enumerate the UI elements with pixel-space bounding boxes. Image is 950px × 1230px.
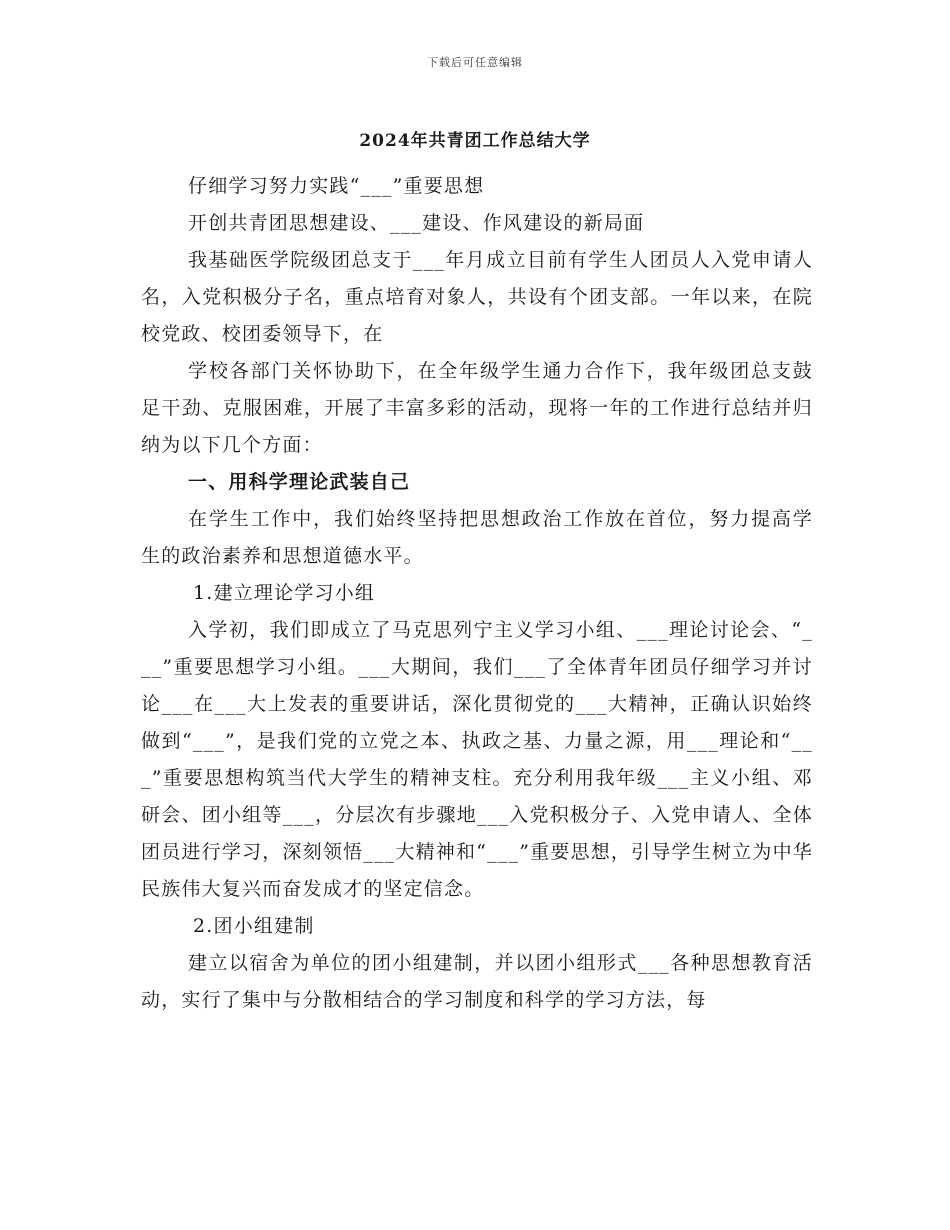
paragraph-3: 我基础医学院级团总支于___年月成立目前有学生人团员人入党申请人名，入党积极分子名，重点培育对象人，共设有个团支部。一年以来，在院校党政、校团委领导下，在 <box>141 249 813 345</box>
page-header: 下载后可任意编辑 <box>427 56 523 69</box>
paragraph-4: 学校各部门关怀协助下，在全年级学生通力合作下，我年级团总支鼓足干劲、克服困难，开展了丰富多彩的活动，现将一年的工作进行总结并归纳为以下几个方面： <box>141 360 813 456</box>
document-body <box>141 168 813 1019</box>
subsection-heading-2: 2.团小组建制 <box>193 915 315 937</box>
paragraph-5: 在学生工作中，我们始终坚持把思想政治工作放在首位，努力提高学生的政治素养和思想道德水平。 <box>141 508 813 567</box>
section-heading-1: 一、用科学理论武装自己 <box>188 471 411 493</box>
subsection-heading-1: 1.建立理论学习小组 <box>193 582 376 604</box>
paragraph-2: 开创共青团思想建设、___建设、作风建设的新局面 <box>188 212 645 234</box>
paragraph-7: 建立以宿舍为单位的团小组建制，并以团小组形式___各种思想教育活动，实行了集中与分散相结合的学习制度和科学的学习方法，每 <box>141 952 813 1011</box>
document-title: 2024年共青团工作总结大学 <box>359 131 591 151</box>
paragraph-1: 仔细学习努力实践“___”重要思想 <box>188 175 485 197</box>
paragraph-6: 入学初，我们即成立了马克思列宁主义学习小组、___理论讨论会、“___”重要思想学习小组。___大期间，我们___了全体青年团员仔细学习并讨论___在___大上发表的重要讲话，深化贯彻党的___大精神，正确认识始终做到“___”，是我们党的立党之本、执政之基、力量之源，用___理论和“___”重要思想构筑当代大学生的精神支柱。充分利用我年级___主义小组、邓研会、团小组等___，分层次有步骤地___入党积极分子、入党申请人、全体团员进行学习，深刻领悟___大精神和“___”重要思想，引导学生树立为中华民族伟大复兴而奋发成才的坚定信念。 <box>141 619 813 900</box>
